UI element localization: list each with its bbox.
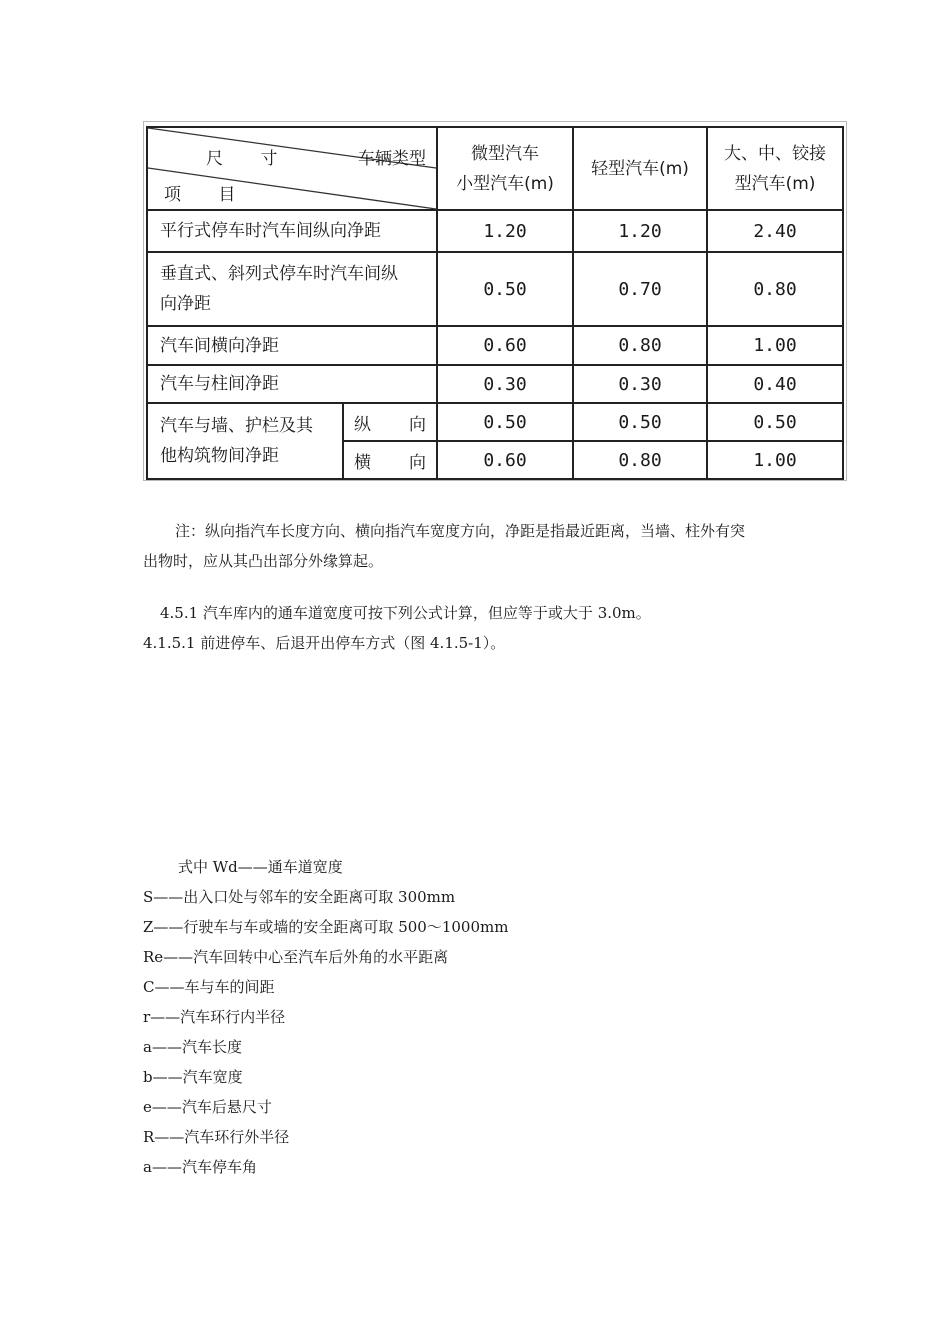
row-label: 汽车与柱间净距 bbox=[147, 365, 437, 403]
row-label bbox=[147, 252, 437, 326]
table-cell: 0.40 bbox=[707, 365, 843, 403]
row-label-line: 垂直式、斜列式停车时汽车间纵 bbox=[160, 264, 398, 284]
column-header-light bbox=[573, 127, 707, 210]
table-row bbox=[147, 403, 843, 441]
corner-item-label: 项 目 bbox=[164, 185, 252, 205]
table-cell: 0.50 bbox=[437, 403, 573, 441]
table-cell: 0.70 bbox=[573, 252, 707, 326]
table-cell: 0.50 bbox=[437, 252, 573, 326]
column-header-line: 大、中、铰接 bbox=[724, 143, 826, 164]
note-line-1: 注：纵向指汽车长度方向、横向指汽车宽度方向，净距是指最近距离，当墙、柱外有突 bbox=[175, 522, 746, 540]
definition-item: a——汽车长度 bbox=[143, 1038, 242, 1056]
definition-item: Z——行驶车与车或墙的安全距离可取 500～1000mm bbox=[143, 918, 509, 936]
row-label-line: 他构筑物间净距 bbox=[160, 446, 279, 466]
row-label: 汽车间横向净距 bbox=[147, 326, 437, 365]
row-label-line: 向净距 bbox=[160, 294, 211, 314]
table-cell: 1.00 bbox=[707, 326, 843, 365]
definition-item: R——汽车环行外半径 bbox=[143, 1128, 290, 1146]
table-cell: 0.50 bbox=[707, 403, 843, 441]
table-corner-cell bbox=[147, 127, 437, 210]
column-header-large-medium bbox=[707, 127, 843, 210]
note-line-2: 出物时，应从其凸出部分外缘算起。 bbox=[143, 552, 384, 570]
table-cell: 0.80 bbox=[707, 252, 843, 326]
table-cell: 0.30 bbox=[573, 365, 707, 403]
column-header-line: 型汽车(m) bbox=[734, 173, 816, 194]
table-cell: 0.60 bbox=[437, 326, 573, 365]
row-label-line: 汽车与墙、护栏及其 bbox=[160, 416, 313, 436]
clearance-table bbox=[146, 126, 844, 480]
definition-item: C——车与车的间距 bbox=[143, 978, 275, 996]
sub-label-char: 向 bbox=[409, 414, 426, 435]
row-label: 平行式停车时汽车间纵向净距 bbox=[147, 210, 437, 252]
definition-item: S——出入口处与邻车的安全距离可取 300mm bbox=[143, 888, 456, 906]
table-row bbox=[147, 210, 843, 252]
table-cell: 0.60 bbox=[437, 441, 573, 479]
sub-label-char: 横 bbox=[354, 452, 371, 473]
sub-label-char: 向 bbox=[409, 452, 426, 473]
table-cell: 0.80 bbox=[573, 326, 707, 365]
clause-4-1-5-1: 4.1.5.1 前进停车、后退开出停车方式（图 4.1.5-1）。 bbox=[143, 634, 506, 652]
definition-item: e——汽车后悬尺寸 bbox=[143, 1098, 272, 1116]
sub-row-label-longitudinal bbox=[343, 403, 437, 441]
column-header-micro-small bbox=[437, 127, 573, 210]
table-cell: 0.50 bbox=[573, 403, 707, 441]
table-cell: 0.30 bbox=[437, 365, 573, 403]
sub-label-char: 纵 bbox=[354, 414, 371, 435]
corner-vehicle-type-label: 车辆类型 bbox=[358, 149, 426, 169]
clearance-table-frame bbox=[143, 121, 847, 481]
corner-size-label: 尺 寸 bbox=[206, 149, 294, 169]
sub-row-label-transverse bbox=[343, 441, 437, 479]
table-cell: 1.20 bbox=[437, 210, 573, 252]
column-header-line: 轻型汽车(m) bbox=[591, 158, 689, 179]
table-cell: 2.40 bbox=[707, 210, 843, 252]
definition-item: Re——汽车回转中心至汽车后外角的水平距离 bbox=[143, 948, 449, 966]
definition-item: a——汽车停车角 bbox=[143, 1158, 257, 1176]
definition-item: r——汽车环行内半径 bbox=[143, 1008, 286, 1026]
table-row bbox=[147, 365, 843, 403]
table-cell: 1.20 bbox=[573, 210, 707, 252]
column-header-line: 小型汽车(m) bbox=[456, 173, 554, 194]
definitions-intro: 式中 Wd——通车道宽度 bbox=[178, 858, 343, 876]
column-header-line: 微型汽车 bbox=[471, 143, 539, 164]
table-row bbox=[147, 326, 843, 365]
table-header-row bbox=[147, 127, 843, 210]
table-row bbox=[147, 252, 843, 326]
definition-item: b——汽车宽度 bbox=[143, 1068, 243, 1086]
table-cell: 0.80 bbox=[573, 441, 707, 479]
clause-4-5-1: 4.5.1 汽车库内的通车道宽度可按下列公式计算，但应等于或大于 3.0m。 bbox=[160, 604, 651, 622]
row-label-wall-group bbox=[147, 403, 343, 479]
table-cell: 1.00 bbox=[707, 441, 843, 479]
